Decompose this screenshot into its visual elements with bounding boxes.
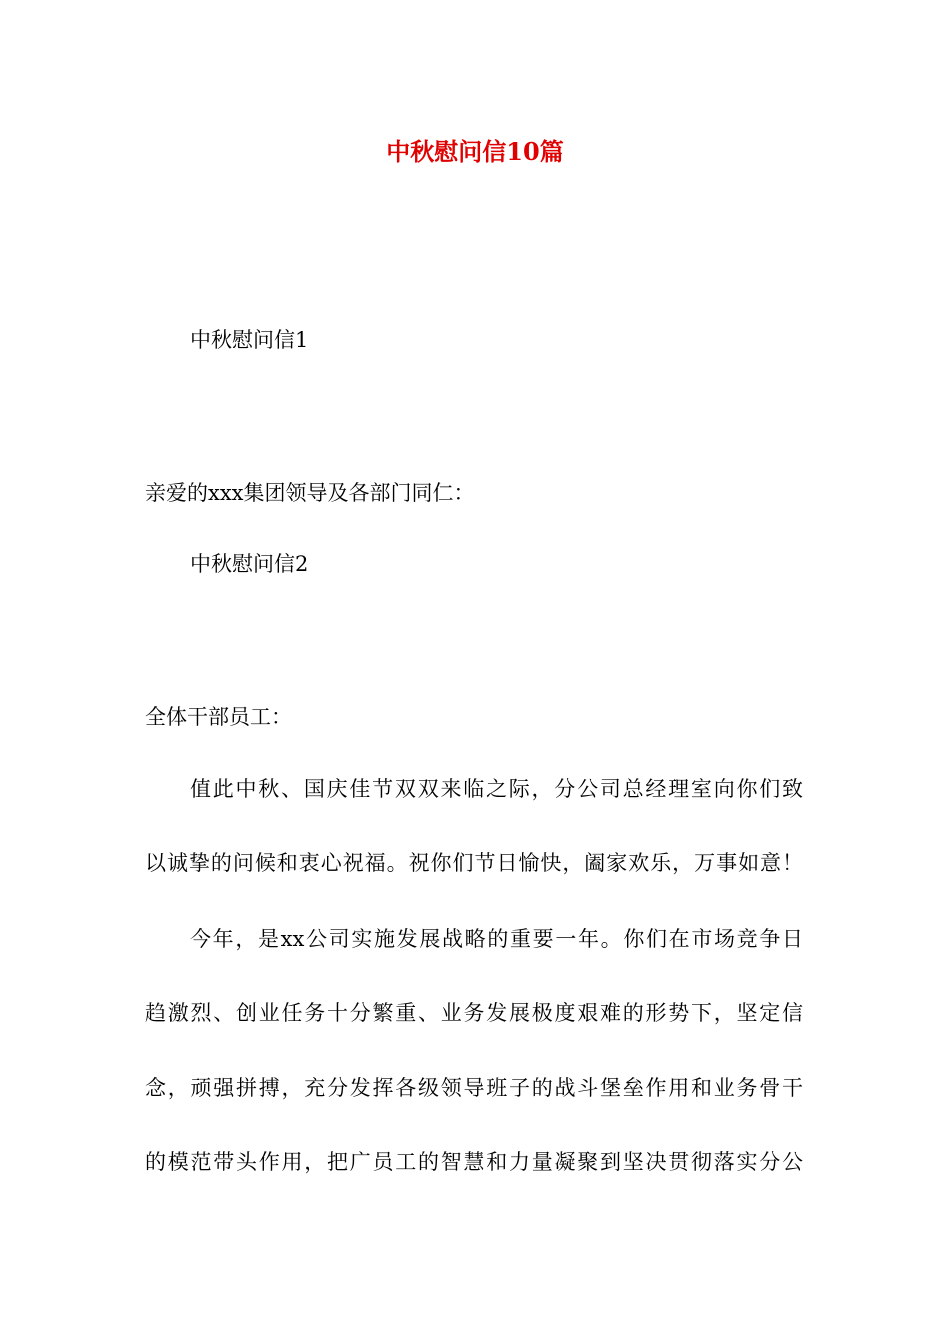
letter-heading-1: 中秋慰问信1 (190, 328, 309, 352)
salutation-2: 全体干部员工： (145, 705, 292, 729)
paragraph-line: 以诚挚的问候和衷心祝福。祝你们节日愉快，阖家欢乐，万事如意！ (145, 851, 803, 875)
document-title: 中秋慰问信10篇 (386, 137, 564, 166)
paragraph-line: 值此中秋、国庆佳节双双来临之际，分公司总经理室向你们致 (190, 777, 803, 801)
letter-heading-2: 中秋慰问信2 (190, 552, 309, 576)
paragraph-line: 趋激烈、创业任务十分繁重、业务发展极度艰难的形势下，坚定信 (145, 1001, 803, 1025)
paragraph-line: 念，顽强拼搏，充分发挥各级领导班子的战斗堡垒作用和业务骨干 (145, 1076, 803, 1100)
salutation-1: 亲爱的xxx集团领导及各部门同仁： (145, 481, 475, 505)
paragraph-line: 的模范带头作用，把广员工的智慧和力量凝聚到坚决贯彻落实分公 (145, 1150, 803, 1174)
paragraph-line: 今年，是xx公司实施发展战略的重要一年。你们在市场竞争日 (190, 927, 803, 951)
